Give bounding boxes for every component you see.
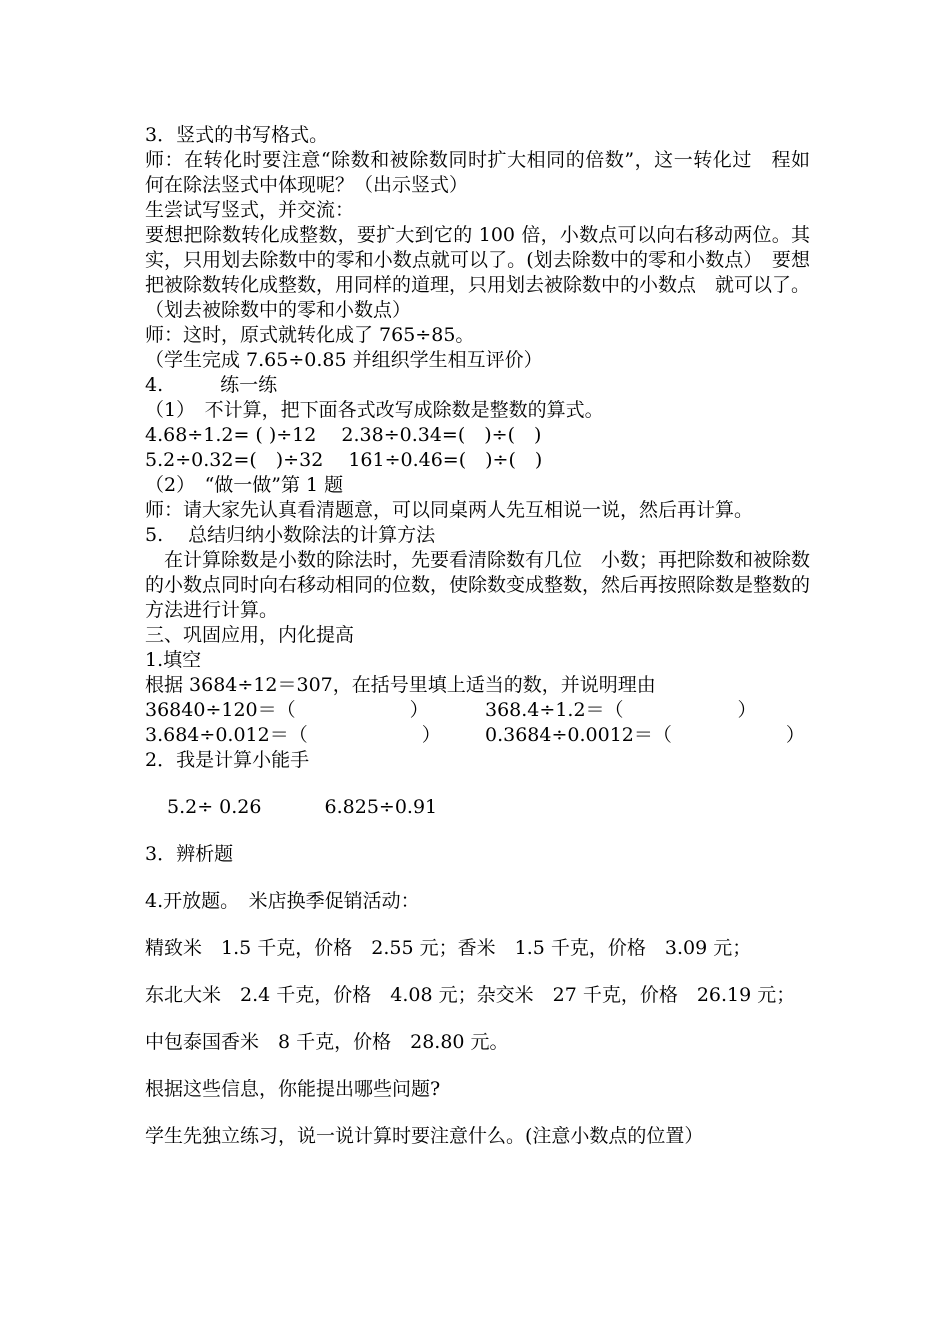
section-heading: 5. 总结归纳小数除法的计算方法 (145, 524, 436, 546)
paragraph: 精致米 1.5 千克，价格 2.55 元；香米 1.5 千克，价格 3.09 元； (145, 937, 752, 959)
paragraph: 根据 3684÷12＝307，在括号里填上适当的数，并说明理由 (145, 674, 656, 696)
equation-row (145, 723, 810, 748)
paragraph: 在计算除数是小数的除法时，先要看清除数有几位 小数；再把除数和被除数的小数点同时向右移动相同的位数，使除数变成整数，然后再按照除数是整数的方法进行计算。 (145, 549, 811, 621)
section-heading: 4.开放题。 米店换季促销活动： (145, 890, 420, 912)
paragraph: 师：请大家先认真看清题意，可以同桌两人先互相说一说，然后再计算。 (145, 499, 754, 521)
exercise-line: 4.68÷1.2= ( )÷12 2.38÷0.34=( )÷( ) (145, 424, 542, 446)
section-heading: 4. 练一练 (145, 374, 278, 396)
paragraph: 要想把除数转化成整数，要扩大到它的 100 倍，小数点可以向右移动两位。其实，只用划去除数中的零和小数点就可以了。(划去除数中的零和小数点） 要想把被除数转化成整数，用同样的道理，只用划去被除数中的小数点 就可以了。（划去被除数中的零和小数点） (145, 224, 811, 321)
equation: 36840÷120＝（ ） (145, 699, 429, 721)
paragraph: 师：这时，原式就转化成了 765÷85。 (145, 324, 475, 346)
equation: 3.684÷0.012＝（ ） (145, 724, 441, 746)
exercise-line: 5.2÷0.32=( )÷32 161÷0.46=( )÷( ) (145, 449, 543, 471)
paragraph: 师：在转化时要注意“除数和被除数同时扩大相同的倍数”，这一转化过 程如何在除法竖式中体现呢？（出示竖式） (145, 149, 810, 196)
section-heading: 三、巩固应用，内化提高 (145, 624, 355, 646)
document-page (145, 123, 810, 1149)
equation: 0.3684÷0.0012＝（ ） (485, 724, 805, 746)
exercise-line: 5.2÷ 0.26 6.825÷0.91 (167, 796, 438, 818)
equation-row (145, 698, 810, 723)
paragraph: （学生完成 7.65÷0.85 并组织学生相互评价） (145, 349, 543, 371)
section-heading: 3．辨析题 (145, 843, 234, 865)
section-heading: 3．竖式的书写格式。 (145, 124, 329, 146)
exercise-line: （2） “做一做”第 1 题 (145, 474, 344, 496)
exercise-line: （1） 不计算，把下面各式改写成除数是整数的算式。 (145, 399, 604, 421)
section-heading: 1.填空 (145, 649, 202, 671)
paragraph: 根据这些信息，你能提出哪些问题? (145, 1078, 441, 1100)
paragraph: 东北大米 2.4 千克，价格 4.08 元；杂交米 27 千克，价格 26.19 元； (145, 984, 796, 1006)
equation: 368.4÷1.2＝（ ） (485, 699, 757, 721)
paragraph: 中包泰国香米 8 千克，价格 28.80 元。 (145, 1031, 509, 1053)
paragraph: 学生先独立练习，说一说计算时要注意什么。(注意小数点的位置） (145, 1125, 704, 1147)
section-heading: 2．我是计算小能手 (145, 749, 310, 771)
paragraph: 生尝试写竖式，并交流： (145, 199, 355, 221)
